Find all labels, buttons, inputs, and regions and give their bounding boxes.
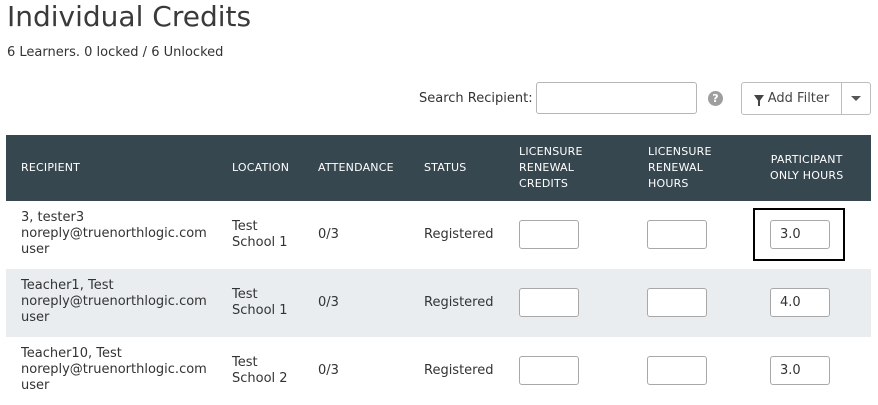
recipient-name: 3, tester3 [21, 210, 85, 225]
col-licensure-renewal-hours[interactable] [648, 144, 712, 192]
col-credits-line-1: LICENSURE [519, 145, 583, 158]
col-attendance[interactable]: ATTENDANCE [318, 161, 394, 174]
recipient-role: user [21, 378, 50, 393]
participant-only-hours-input[interactable] [770, 356, 830, 385]
col-recipient[interactable]: RECIPIENT [21, 161, 81, 174]
caret-down-icon [851, 96, 861, 101]
search-recipient-input[interactable] [536, 82, 697, 114]
attendance-cell: 0/3 [318, 363, 339, 378]
recipient-cell [21, 210, 207, 258]
focus-highlight [753, 208, 845, 261]
col-participant-only-hours[interactable] [770, 152, 843, 184]
recipient-name: Teacher10, Test [21, 346, 122, 361]
location-cell [232, 355, 288, 387]
recipient-cell [21, 346, 207, 394]
question-circle-icon[interactable]: ? [708, 91, 723, 106]
recipient-role: user [21, 242, 50, 257]
location-line-1: Test [232, 355, 258, 370]
location-line-2: School 2 [232, 371, 288, 386]
licensure-renewal-hours-input[interactable] [647, 356, 707, 385]
licensure-renewal-credits-input[interactable] [519, 220, 579, 249]
licensure-renewal-credits-input[interactable] [519, 288, 579, 317]
location-cell [232, 219, 288, 251]
col-hours-line-2: RENEWAL [648, 161, 704, 174]
table-row [6, 337, 871, 405]
col-credits-line-2: RENEWAL [519, 161, 575, 174]
filter-dropdown-toggle[interactable] [841, 82, 871, 115]
status-cell: Registered [424, 227, 494, 242]
recipient-email: noreply@truenorthlogic.com [21, 294, 207, 309]
participant-only-hours-input[interactable] [770, 288, 830, 317]
licensure-renewal-hours-input[interactable] [647, 288, 707, 317]
location-line-1: Test [232, 287, 258, 302]
col-hours-line-3: HOURS [648, 177, 689, 190]
col-status[interactable]: STATUS [424, 161, 467, 174]
col-location[interactable]: LOCATION [232, 161, 290, 174]
recipient-name: Teacher1, Test [21, 278, 114, 293]
location-line-2: School 1 [232, 303, 288, 318]
table-row [6, 269, 871, 337]
col-participant-line-1: PARTICIPANT [770, 153, 843, 166]
col-participant-line-2: ONLY HOURS [770, 169, 844, 182]
licensure-renewal-hours-input[interactable] [647, 220, 707, 249]
page-title: Individual Credits [7, 0, 252, 33]
location-line-2: School 1 [232, 235, 288, 250]
status-cell: Registered [424, 363, 494, 378]
location-cell [232, 287, 288, 319]
licensure-renewal-credits-input[interactable] [519, 356, 579, 385]
status-cell: Registered [424, 295, 494, 310]
attendance-cell: 0/3 [318, 227, 339, 242]
recipient-email: noreply@truenorthlogic.com [21, 226, 207, 241]
add-filter-label: Add Filter [767, 91, 830, 106]
recipient-cell [21, 278, 207, 326]
location-line-1: Test [232, 219, 258, 234]
table-row [6, 201, 871, 269]
recipient-role: user [21, 310, 50, 325]
add-filter-button[interactable] [741, 82, 842, 115]
table-header [6, 135, 871, 201]
col-licensure-renewal-credits[interactable] [519, 144, 583, 192]
recipient-email: noreply@truenorthlogic.com [21, 362, 207, 377]
learner-summary: 6 Learners. 0 locked / 6 Unlocked [7, 45, 224, 60]
funnel-icon [754, 95, 764, 102]
attendance-cell: 0/3 [318, 295, 339, 310]
col-hours-line-1: LICENSURE [648, 145, 712, 158]
col-credits-line-3: CREDITS [519, 177, 569, 190]
search-recipient-label: Search Recipient: [419, 91, 533, 106]
